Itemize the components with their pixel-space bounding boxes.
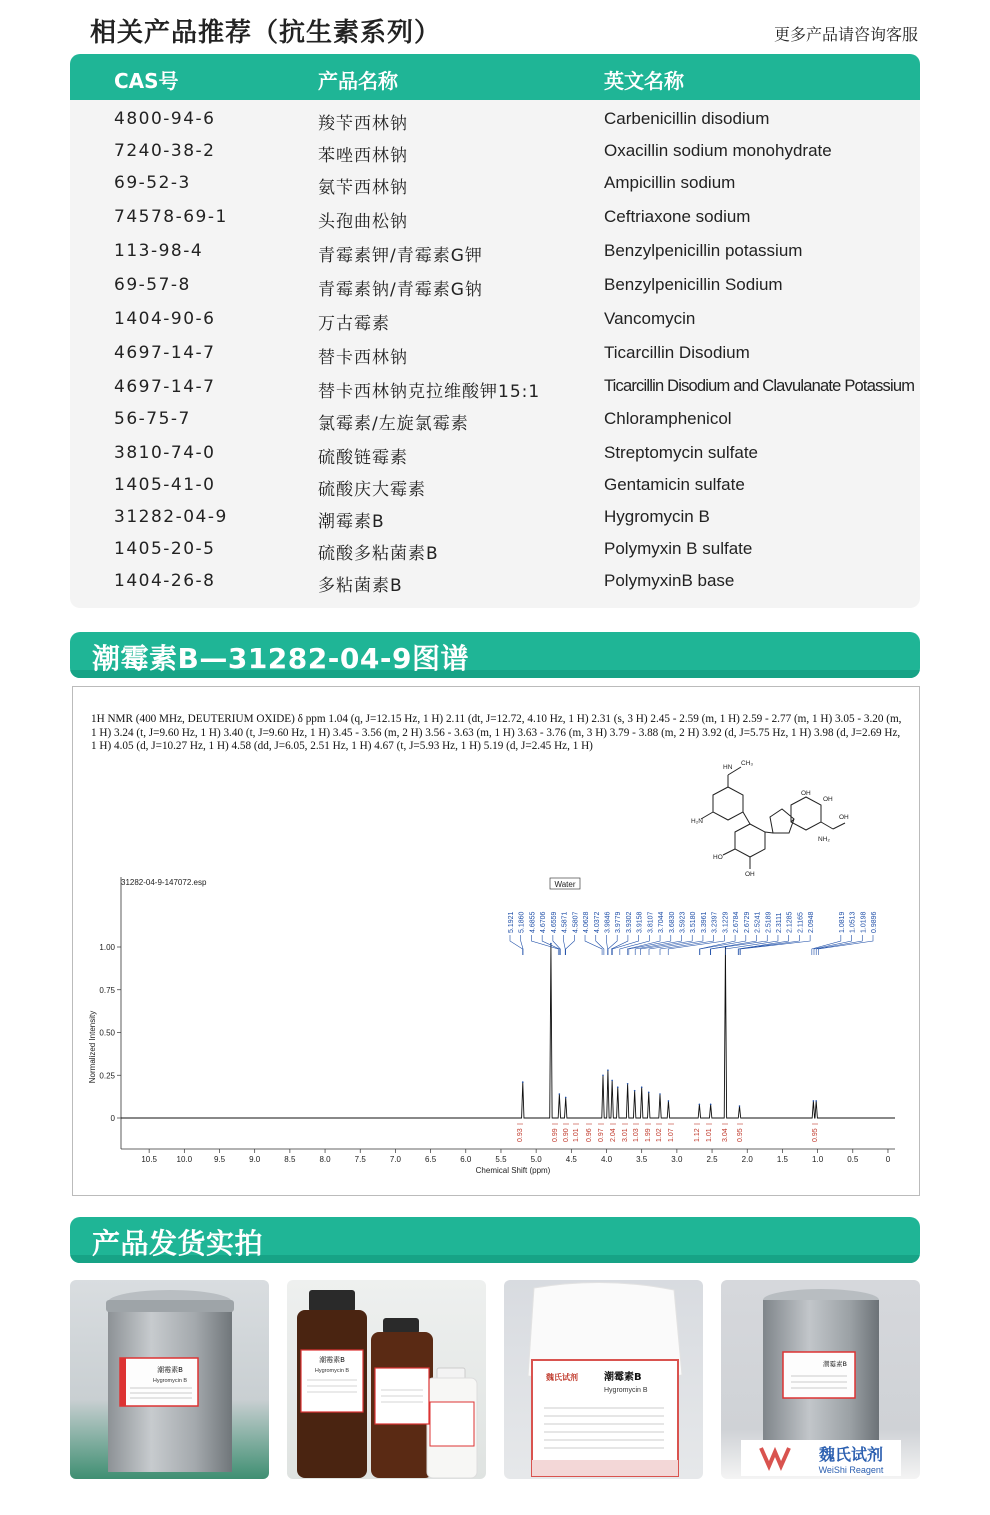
x-tick-label: 6.5 — [425, 1155, 437, 1164]
peak-label: 3.9779 — [615, 911, 623, 933]
nmr-spectrum-chart — [73, 687, 919, 1195]
table-row[interactable] — [70, 469, 920, 502]
name-cell: 氨苄西林钠 — [318, 178, 408, 198]
spectrum-peak — [611, 1080, 613, 1082]
peak-leader-line — [640, 935, 692, 955]
shipping-photo-4[interactable] — [721, 1280, 920, 1479]
table-header — [70, 54, 920, 100]
integral-label: 0.95 — [737, 1128, 744, 1142]
x-tick-label: 4.0 — [600, 1155, 613, 1164]
spectrum-peak — [699, 1104, 701, 1106]
spectrum-peak — [617, 1086, 619, 1088]
peak-label: 5.1860 — [518, 911, 526, 933]
peak-label: 4.5871 — [561, 911, 569, 933]
cas-cell: 1404-26-8 — [114, 571, 216, 591]
x-tick-label: 10.5 — [141, 1155, 157, 1164]
svg-text:CH₃: CH₃ — [741, 760, 754, 767]
name-cell: 硫酸庆大霉素 — [318, 480, 426, 500]
y-tick-label: 0.50 — [99, 1028, 115, 1038]
cas-cell: 7240-38-2 — [114, 141, 216, 161]
peak-label: 2.1285 — [786, 911, 794, 933]
integral-label: 1.02 — [656, 1128, 663, 1142]
x-tick-label: 9.0 — [249, 1155, 261, 1164]
peak-leader-line — [700, 935, 736, 955]
column-header-english: 英文名称 — [604, 69, 684, 93]
peak-leader-line — [606, 935, 607, 955]
x-tick-label: 2.5 — [706, 1155, 718, 1164]
peak-label: 2.5241 — [754, 911, 762, 933]
column-header-cas: CAS号 — [114, 69, 179, 93]
english-cell: Ampicillin sodium — [604, 173, 736, 192]
x-tick-label: 0 — [885, 1155, 891, 1164]
svg-text:OH: OH — [745, 871, 755, 877]
name-cell: 硫酸链霉素 — [318, 448, 408, 468]
page-title: 相关产品推荐（抗生素系列） — [90, 18, 442, 48]
x-tick-label: 4.5 — [565, 1155, 577, 1164]
spectrum-peak — [627, 1083, 629, 1085]
y-tick-label: 0 — [110, 1114, 115, 1123]
table-row[interactable] — [70, 337, 920, 370]
integral-label: 1.07 — [668, 1128, 675, 1142]
table-row[interactable] — [70, 533, 920, 566]
peak-label: 2.3111 — [775, 912, 783, 933]
integral-label: 1.99 — [645, 1128, 652, 1142]
y-tick-label: 1.00 — [99, 943, 115, 952]
english-cell: Ticarcillin Disodium — [604, 343, 750, 362]
integral-label: 0.95 — [812, 1128, 819, 1142]
table-row[interactable] — [70, 565, 920, 598]
peak-label: 4.6559 — [550, 911, 558, 933]
peak-label: 2.1165 — [797, 912, 805, 933]
nmr-description: 1H NMR (400 MHz, DEUTERIUM OXIDE) δ ppm 1.04 (q, J=12.15 Hz, 1 H) 2.11 (dt, J=12.72, 4.10 Hz, 1 H) 2.31 (s, 3 H) 2.45 - 2.59 (m, 1 H) 2.59 - 2.77 (m, 1 H) 3.05 - 3.20 (m, 1 H) 3.24 (t, J=9.60 Hz, 1 H) 3.40 (t, J=9.60 Hz, 1 H) 3.45 - 3.56 (m, 2 H) 3.56 - 3.63 (m, 1 H) 3.63 - 3.76 (m, 3 H) 3.79 - 3.88 (m, 2 H) 3.92 (d, J=5.75 Hz, 1 H) 3.98 (d, J=2.69 Hz, 1 H) 4.05 (d, J=10.27 Hz, 1 H) 4.58 (dd, J=6.05, 2.51 Hz, 1 H) 4.67 (t, J=5.93 Hz, 1 H) 5.19 (d, J=2.45 Hz, 1 H) — [91, 713, 902, 752]
cas-cell: 56-75-7 — [114, 409, 191, 429]
english-cell: Benzylpenicillin Sodium — [604, 275, 783, 294]
peak-leader-line — [816, 935, 862, 955]
table-row[interactable] — [70, 103, 920, 136]
cas-cell: 1404-90-6 — [114, 309, 216, 329]
cas-cell: 74578-69-1 — [114, 207, 228, 227]
peak-label: 4.0372 — [593, 911, 601, 933]
english-cell: Ticarcillin Disodium and Clavulanate Potassium — [604, 377, 915, 395]
svg-text:OH: OH — [823, 796, 833, 803]
english-cell: Gentamicin sulfate — [604, 475, 745, 494]
english-cell: Carbenicillin disodium — [604, 109, 770, 128]
table-row[interactable] — [70, 201, 920, 234]
nmr-panel — [72, 686, 920, 1196]
photo-label-cn: 潮霉素B — [604, 1372, 642, 1383]
cas-cell: 1405-20-5 — [114, 539, 216, 559]
shipping-photo-3[interactable] — [504, 1280, 703, 1479]
cas-cell: 31282-04-9 — [114, 507, 228, 527]
peak-label: 4.6855 — [529, 911, 537, 933]
peak-label: 5.1921 — [508, 911, 515, 933]
x-tick-label: 8.0 — [319, 1155, 331, 1164]
cas-cell: 1405-41-0 — [114, 475, 216, 495]
english-cell: Ceftriaxone sodium — [604, 207, 751, 226]
spectrum-trace — [121, 944, 895, 1118]
spectrum-peak — [659, 1093, 661, 1095]
y-tick-label: 0.75 — [99, 985, 115, 995]
integral-label: 1.01 — [706, 1128, 713, 1142]
x-tick-label: 5.5 — [495, 1155, 507, 1164]
spectrum-peak — [565, 1097, 567, 1099]
x-tick-label: 7.0 — [389, 1155, 401, 1164]
aluminum-can-brand-image — [721, 1280, 920, 1479]
english-cell: Streptomycin sulfate — [604, 443, 759, 462]
integral-label: 3.04 — [722, 1128, 729, 1142]
powder-bag-image — [504, 1280, 703, 1479]
peak-label: 2.0948 — [808, 911, 816, 933]
photo-label-en: Hygromycin B — [314, 1368, 350, 1374]
spectrum-section-banner — [70, 632, 920, 678]
table-row[interactable] — [70, 303, 920, 336]
peak-leader-line — [739, 935, 799, 955]
spectrum-peak — [813, 1100, 815, 1102]
y-axis-label: Normalized Intensity — [88, 1010, 97, 1084]
spectrum-peak — [607, 1069, 609, 1071]
name-cell: 替卡西林钠 — [318, 348, 408, 368]
water-label: Water — [554, 880, 576, 889]
cas-cell: 69-57-8 — [114, 275, 191, 295]
peak-label: 2.5189 — [765, 911, 773, 933]
spectrum-peak — [602, 1074, 604, 1076]
peak-label: 3.5180 — [690, 911, 698, 933]
svg-text:OH: OH — [839, 814, 849, 821]
cas-cell: 3810-74-0 — [114, 443, 216, 463]
peak-leader-line — [531, 935, 558, 955]
x-tick-label: 1.5 — [776, 1155, 788, 1164]
integral-label: 1.01 — [573, 1128, 580, 1142]
table-row[interactable] — [70, 269, 920, 302]
peak-label: 3.2397 — [711, 911, 719, 933]
x-tick-label: 3.5 — [636, 1155, 648, 1164]
name-cell: 氯霉素/左旋氯霉素 — [318, 414, 469, 434]
cas-cell: 4800-94-6 — [114, 109, 216, 129]
integral-label: 3.01 — [622, 1128, 629, 1142]
photo-brand: 魏氏试剂 — [546, 1373, 578, 1382]
product-table — [70, 100, 920, 608]
table-row[interactable] — [70, 167, 920, 200]
english-cell: Polymyxin B sulfate — [604, 539, 753, 558]
peak-label: 3.9158 — [636, 911, 644, 933]
peak-label: 0.9896 — [871, 911, 878, 933]
spectrum-peak — [739, 1105, 741, 1107]
x-tick-label: 0.5 — [847, 1155, 859, 1164]
shipping-photo-2[interactable] — [287, 1280, 486, 1479]
svg-text:NH₂: NH₂ — [818, 836, 830, 843]
x-tick-label: 7.5 — [354, 1155, 366, 1164]
contact-link[interactable]: 更多产品请咨询客服 — [773, 25, 918, 44]
x-tick-label: 3.0 — [671, 1155, 683, 1164]
peak-label: 3.6830 — [668, 911, 676, 933]
reagent-bottles-image — [287, 1280, 486, 1479]
photo-label-cn: 潮霉素B — [823, 1360, 847, 1368]
spectrum-peak — [522, 1081, 524, 1083]
table-row[interactable] — [70, 371, 920, 404]
svg-text:HO: HO — [713, 854, 723, 861]
spectrum-peak — [550, 943, 552, 945]
peak-leader-line — [566, 935, 575, 955]
english-cell: Chloramphenicol — [604, 409, 732, 428]
shipping-section-banner — [70, 1217, 920, 1263]
spectrum-peak — [648, 1092, 650, 1094]
name-cell: 头孢曲松钠 — [318, 212, 408, 232]
name-cell: 苯唑西林钠 — [318, 146, 408, 166]
cas-cell: 113-98-4 — [114, 241, 204, 261]
peak-label: 4.5807 — [572, 911, 580, 933]
peak-label: 3.8107 — [647, 911, 655, 933]
english-cell: Hygromycin B — [604, 507, 710, 526]
peak-label: 4.6706 — [540, 911, 548, 933]
name-cell: 羧苄西林钠 — [318, 114, 408, 134]
svg-text:OH: OH — [801, 790, 811, 797]
x-tick-label: 9.5 — [213, 1155, 226, 1164]
cas-cell: 69-52-3 — [114, 173, 191, 193]
english-cell: Vancomycin — [604, 309, 696, 328]
integral-label: 1.12 — [694, 1128, 701, 1142]
integral-label: 0.99 — [552, 1128, 559, 1142]
table-row[interactable] — [70, 403, 920, 436]
x-tick-label: 5.0 — [530, 1155, 542, 1164]
cas-cell: 4697-14-7 — [114, 343, 216, 363]
peak-label: 3.1229 — [722, 911, 730, 933]
x-tick-label: 8.5 — [284, 1155, 296, 1164]
peak-leader-line — [596, 935, 604, 955]
spectrum-peak — [634, 1090, 636, 1092]
peak-label: 3.9846 — [604, 911, 612, 933]
x-tick-label: 10.0 — [176, 1155, 193, 1164]
peak-label: 3.7044 — [658, 911, 666, 933]
shipping-photo-1[interactable] — [70, 1280, 269, 1479]
peak-label: 3.5923 — [679, 911, 687, 933]
column-header-name: 产品名称 — [318, 69, 398, 93]
peak-label: 3.9302 — [625, 911, 633, 933]
peak-leader-line — [564, 935, 566, 955]
integral-label: 0.96 — [586, 1128, 593, 1142]
peak-label: 4.0628 — [583, 911, 591, 933]
brand-name: 魏氏试剂 — [818, 1445, 884, 1464]
x-tick-label: 1.0 — [812, 1155, 824, 1164]
spectrum-file-label: 31282-04-9-147072.esp — [121, 878, 207, 887]
integral-label: 1.03 — [633, 1128, 640, 1142]
photo-label-cn: 潮霉素B — [319, 1356, 345, 1364]
photo-label-cn: 潮霉素B — [157, 1366, 183, 1374]
svg-text:HN: HN — [723, 764, 733, 771]
name-cell: 替卡西林钠克拉维酸钾15:1 — [318, 382, 541, 402]
spectrum-peak — [668, 1100, 670, 1102]
spectrum-section-title: 潮霉素B—31282-04-9图谱 — [92, 642, 469, 675]
x-axis-label: Chemical Shift (ppm) — [475, 1166, 551, 1175]
name-cell: 青霉素钠/青霉素G钠 — [318, 280, 483, 300]
photo-label-en: Hygromycin B — [152, 1378, 188, 1384]
peak-label: 2.6784 — [733, 911, 741, 933]
photo-label-en: Hygromycin B — [604, 1387, 648, 1394]
table-row[interactable] — [70, 135, 920, 168]
spectrum-peak — [641, 1086, 643, 1088]
cas-cell: 4697-14-7 — [114, 377, 216, 397]
table-row[interactable] — [70, 501, 920, 534]
integral-label: 0.90 — [563, 1128, 570, 1142]
peak-label: 2.6729 — [743, 911, 751, 933]
y-tick-label: 0.25 — [99, 1071, 115, 1081]
integral-label: 0.97 — [598, 1128, 605, 1142]
svg-text:H₂N: H₂N — [691, 818, 703, 825]
name-cell: 万古霉素 — [318, 314, 390, 334]
shipping-section-title: 产品发货实拍 — [92, 1227, 264, 1260]
aluminum-can-image — [70, 1280, 269, 1479]
name-cell: 硫酸多粘菌素B — [318, 544, 439, 564]
spectrum-peak — [710, 1104, 712, 1106]
english-cell: Benzylpenicillin potassium — [604, 241, 803, 260]
peak-label: 1.0513 — [849, 911, 857, 933]
name-cell: 多粘菌素B — [318, 576, 403, 596]
integral-label: 0.93 — [517, 1128, 524, 1142]
x-tick-label: 6.0 — [460, 1155, 472, 1164]
english-cell: PolymyxinB base — [604, 571, 735, 590]
integral-label: 2.04 — [610, 1128, 617, 1142]
table-row[interactable] — [70, 235, 920, 268]
table-row[interactable] — [70, 437, 920, 470]
peak-leader-line — [627, 935, 660, 955]
peak-label: 1.0819 — [838, 911, 846, 933]
spectrum-peak — [815, 1100, 817, 1102]
x-tick-label: 2.0 — [741, 1155, 753, 1164]
name-cell: 青霉素钾/青霉素G钾 — [318, 246, 483, 266]
peak-label: 3.3961 — [700, 911, 708, 933]
brand-name-en: WeiShi Reagent — [818, 1465, 884, 1475]
name-cell: 潮霉素B — [318, 512, 385, 532]
english-cell: Oxacillin sodium monohydrate — [604, 141, 832, 160]
peak-label: 1.0198 — [860, 911, 868, 933]
spectrum-peak — [559, 1093, 561, 1095]
